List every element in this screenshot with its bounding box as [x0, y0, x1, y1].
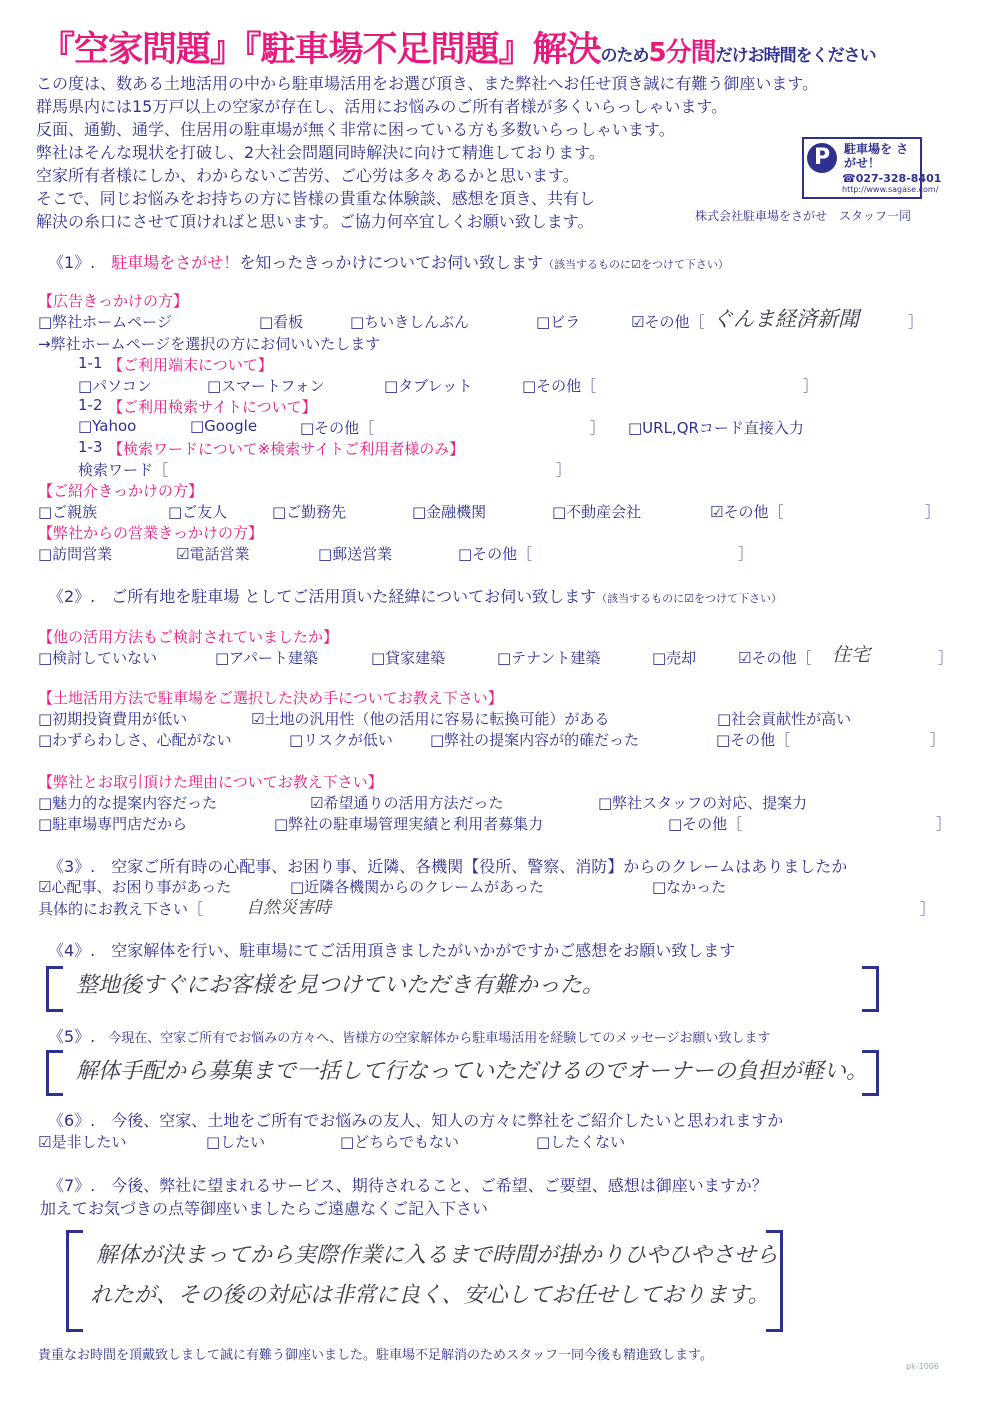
intro-close-bracket: ］: [925, 503, 941, 521]
intro-realestate[interactable]: □不動産会社: [552, 503, 642, 521]
intro-line: 群馬県内には15万戸以上の空家が存在し、活用にお悩みのご所有者様が多くいらっしゃいます。: [36, 97, 728, 116]
question-7: [48, 1173, 768, 1196]
s12-number: 1-2: [78, 396, 103, 414]
question-5: [48, 1024, 771, 1047]
s13-heading: 【検索ワードについて※検索サイトご利用者様のみ】: [108, 440, 465, 458]
search-yahoo[interactable]: □Yahoo: [78, 417, 137, 435]
device-other[interactable]: □その他［: [522, 377, 597, 395]
reason-close-bracket: ］: [930, 731, 946, 749]
logo-text: 駐車場を さがせ！: [844, 142, 909, 170]
sales-visit[interactable]: □訪問営業: [38, 545, 113, 563]
search-direct-url[interactable]: □URL,QRコード直接入力: [628, 419, 804, 437]
other-sale[interactable]: □売却: [652, 649, 697, 667]
q4-text: 空家解体を行い、駐車場にてご活用頂きましたがいかがですかご感想をお願い致します: [111, 941, 736, 960]
deal-specialist[interactable]: □駐車場専門店だから: [38, 815, 188, 833]
device-tablet[interactable]: □タブレット: [384, 377, 473, 395]
deal-as-wished[interactable]: ☑希望通りの活用方法だった: [310, 794, 504, 812]
q7-answer-line2[interactable]: れたが、その後の対応は非常に良く、安心してお任せしております。: [90, 1283, 770, 1308]
intro-line: 反面、通勤、通学、住居用の駐車場が無く非常に困っている方も多数いらっしゃいます。: [36, 120, 675, 139]
question-6: [48, 1108, 783, 1131]
search-word-close: ］: [556, 461, 572, 479]
intro-friend[interactable]: □ご友人: [168, 503, 228, 521]
device-pc[interactable]: □パソコン: [78, 377, 152, 395]
q4-answer[interactable]: 整地後すぐにお客様を見つけていただき有難かった。: [76, 973, 605, 998]
question-4: [48, 938, 735, 961]
q1-highlight: 駐車場をさがせ！: [111, 253, 240, 272]
ad-other-answer: ぐんま経済新聞: [712, 307, 859, 331]
reason-no-worry[interactable]: □わずらわしさ、心配がない: [38, 731, 232, 749]
title-num: 5分間: [648, 38, 716, 68]
q5-left-bracket: [46, 1050, 63, 1096]
intro-other[interactable]: ☑その他［: [710, 503, 784, 521]
question-3: [48, 854, 847, 877]
ad-close-bracket: ］: [908, 313, 924, 331]
q2-note: （該当するものに☑をつけて下さい）: [596, 592, 782, 605]
q7-number: 《7》.: [48, 1176, 96, 1195]
s11-number: 1-1: [78, 354, 103, 372]
logo-url: http://www.sagase.com/: [842, 185, 939, 194]
intro-workplace[interactable]: □ご勤務先: [272, 503, 347, 521]
q5-answer[interactable]: 解体手配から募集まで一括して行なっていただけるのでオーナーの負担が軽い。: [76, 1059, 869, 1084]
other-answer: 住宅: [832, 644, 871, 666]
ad-option-newspaper[interactable]: □ちいきしんぶん: [350, 313, 470, 331]
ad-option-homepage[interactable]: □弊社ホームページ: [38, 313, 172, 331]
reason-versatility[interactable]: ☑土地の汎用性（他の活用に容易に転換可能）がある: [251, 710, 610, 728]
sales-heading: 【弊社からの営業きっかけの方】: [38, 524, 264, 542]
q7-left-bracket: [66, 1230, 83, 1332]
deal-track-record[interactable]: □弊社の駐車場管理実績と利用者募集力: [274, 815, 544, 833]
s12-heading: 【ご利用検索サイトについて】: [108, 398, 317, 416]
q5-number: 《5》.: [48, 1027, 96, 1046]
title-end: だけお時間をください: [715, 46, 876, 66]
q6-number: 《6》.: [48, 1111, 96, 1130]
intro-bank[interactable]: □金融機関: [412, 503, 487, 521]
intro-relative[interactable]: □ご親族: [38, 503, 98, 521]
intro-line: 弊社はそんな現状を打破し、2大社会問題同時解決に向けて精進しております。: [36, 143, 605, 162]
other-none[interactable]: □検討していない: [38, 649, 158, 667]
q3-number: 《3》.: [48, 857, 96, 876]
sales-mail[interactable]: □郵送営業: [318, 545, 393, 563]
sales-other[interactable]: □その他［: [458, 545, 533, 563]
intro-line: そこで、同じお悩みをお持ちの方に皆様の貴重な体験談、感想を頂き、共有し: [36, 189, 596, 208]
search-close-bracket: ］: [590, 419, 606, 437]
s13-number: 1-3: [78, 438, 103, 456]
device-smartphone[interactable]: □スマートフォン: [207, 377, 325, 395]
q3-detail-answer: 自然災害時: [246, 898, 331, 918]
title-main: 『空家問題』『駐車場不足問題』解決: [40, 30, 601, 70]
reason-other[interactable]: □その他［: [716, 731, 791, 749]
reason-low-risk[interactable]: □リスクが低い: [289, 731, 393, 749]
question-1: [48, 250, 729, 273]
company-name: 株式会社駐車場をさがせ スタッフ一同: [695, 209, 912, 223]
q4-right-bracket: [862, 966, 879, 1012]
reason-social[interactable]: □社会貢献性が高い: [717, 710, 852, 728]
q2-text: ご所有地を駐車場 としてご活用頂いた経緯についてお伺い致します: [111, 587, 597, 606]
device-close-bracket: ］: [803, 377, 819, 395]
company-logo: [802, 137, 942, 199]
footer-message: 貴重なお時間を頂戴致しまして誠に有難う御座いました。駐車場不足解消のためスタッフ一同今後も精進致します。: [38, 1348, 713, 1363]
deal-other[interactable]: □その他［: [668, 815, 743, 833]
other-close-bracket: ］: [938, 649, 954, 667]
q6-no[interactable]: □したくない: [536, 1133, 626, 1151]
q3-yes[interactable]: ☑心配事、お困り事があった: [38, 878, 232, 896]
q1-note: （該当するものに☑をつけて下さい）: [543, 258, 729, 271]
q1-number: 《1》.: [48, 253, 96, 272]
intro-line: 解決の糸口にさせて頂ければと思います。ご協力何卒宜しくお願い致します。: [36, 212, 594, 231]
other-tenant[interactable]: □テナント建築: [497, 649, 601, 667]
homepage-lead: →弊社ホームページを選択の方にお伺いいたします: [38, 335, 381, 353]
document-ref: pk-1006: [906, 1362, 939, 1371]
q6-yes[interactable]: □したい: [206, 1133, 266, 1151]
q3-close-bracket: ］: [920, 900, 936, 918]
q4-number: 《4》.: [48, 941, 96, 960]
q7-text-line2: 加えてお気づきの点等御座いましたらご遠慮なくご記入下さい: [40, 1199, 489, 1218]
deal-attractive[interactable]: □魅力的な提案内容だった: [38, 794, 218, 812]
q6-text: 今後、空家、土地をご所有でお悩みの友人、知人の方々に弊社をご紹介したいと思われますか: [111, 1111, 784, 1130]
other-rental[interactable]: □貸家建築: [371, 649, 446, 667]
parking-p-icon: P: [807, 143, 837, 173]
q7-answer-line1[interactable]: 解体が決まってから実際作業に入るまで時間が掛かりひやひやさせら: [96, 1243, 779, 1268]
sales-close-bracket: ］: [738, 545, 754, 563]
reason-proposal[interactable]: □弊社の提案内容が的確だった: [430, 731, 640, 749]
deal-heading: 【弊社とお取引頂けた理由についてお教え下さい】: [38, 773, 383, 791]
other-other[interactable]: ☑その他［: [738, 649, 812, 667]
q3-text: 空家ご所有時の心配事、お困り事、近隣、各機関【役所、警察、消防】からのクレームはありましたか: [111, 857, 848, 876]
deal-staff[interactable]: □弊社スタッフの対応、提案力: [598, 794, 808, 812]
intro-line: 空家所有者様にしか、わからないご苦労、ご心労は多々あるかと思います。: [36, 166, 579, 185]
deal-close-bracket: ］: [936, 815, 952, 833]
q2-number: 《2》.: [48, 587, 96, 606]
ad-heading: 【広告きっかけの方】: [38, 292, 189, 310]
q3-none[interactable]: □なかった: [652, 878, 727, 896]
q4-left-bracket: [46, 966, 63, 1012]
ad-option-sign[interactable]: □看板: [259, 313, 304, 331]
q3-complaint[interactable]: □近隣各機関からのクレームがあった: [290, 878, 545, 896]
title-mid: のため: [600, 46, 649, 66]
ad-option-other[interactable]: ☑その他［: [631, 313, 705, 331]
s11-heading: 【ご利用端末について】: [108, 356, 273, 374]
sales-phone[interactable]: ☑電話営業: [176, 545, 250, 563]
intro-line: この度は、数ある土地活用の中から駐車場活用をお選び頂き、また弊社へお任せ頂き誠に有難う御座います。: [36, 74, 819, 93]
q6-neutral[interactable]: □どちらでもない: [340, 1133, 460, 1151]
logo-tel: ☎027-328-8401: [842, 172, 942, 185]
q5-text: 今現在、空家ご所有でお悩みの方々へ、皆様方の空家解体から駐車場活用を経験してのメッセージお願い致します: [108, 1031, 771, 1046]
reason-heading: 【土地活用方法で駐車場をご選択した決め手についてお教え下さい】: [38, 689, 503, 707]
other-apartment[interactable]: □アパート建築: [215, 649, 318, 667]
search-google[interactable]: □Google: [190, 417, 258, 435]
q5-right-bracket: [862, 1050, 879, 1096]
ad-option-flyer[interactable]: □ビラ: [536, 313, 581, 331]
q6-definitely[interactable]: ☑是非したい: [38, 1133, 127, 1151]
q1-text: を知ったきっかけについてお伺い致します: [239, 253, 543, 272]
search-other[interactable]: □その他［: [300, 419, 375, 437]
q7-right-bracket: [766, 1230, 783, 1332]
question-2: [48, 584, 782, 607]
other-use-heading: 【他の活用方法もご検討されていましたか】: [38, 628, 339, 646]
q7-text: 今後、弊社に望まれるサービス、期待されること、ご希望、ご要望、感想は御座いますか？: [111, 1176, 768, 1195]
intro-source-heading: 【ご紹介きっかけの方】: [38, 482, 204, 500]
q3-detail-label[interactable]: 具体的にお教え下さい［: [38, 900, 204, 918]
search-word-label[interactable]: 検索ワード［: [78, 461, 169, 479]
reason-low-cost[interactable]: □初期投資費用が低い: [38, 710, 188, 728]
page-title: [40, 22, 876, 72]
